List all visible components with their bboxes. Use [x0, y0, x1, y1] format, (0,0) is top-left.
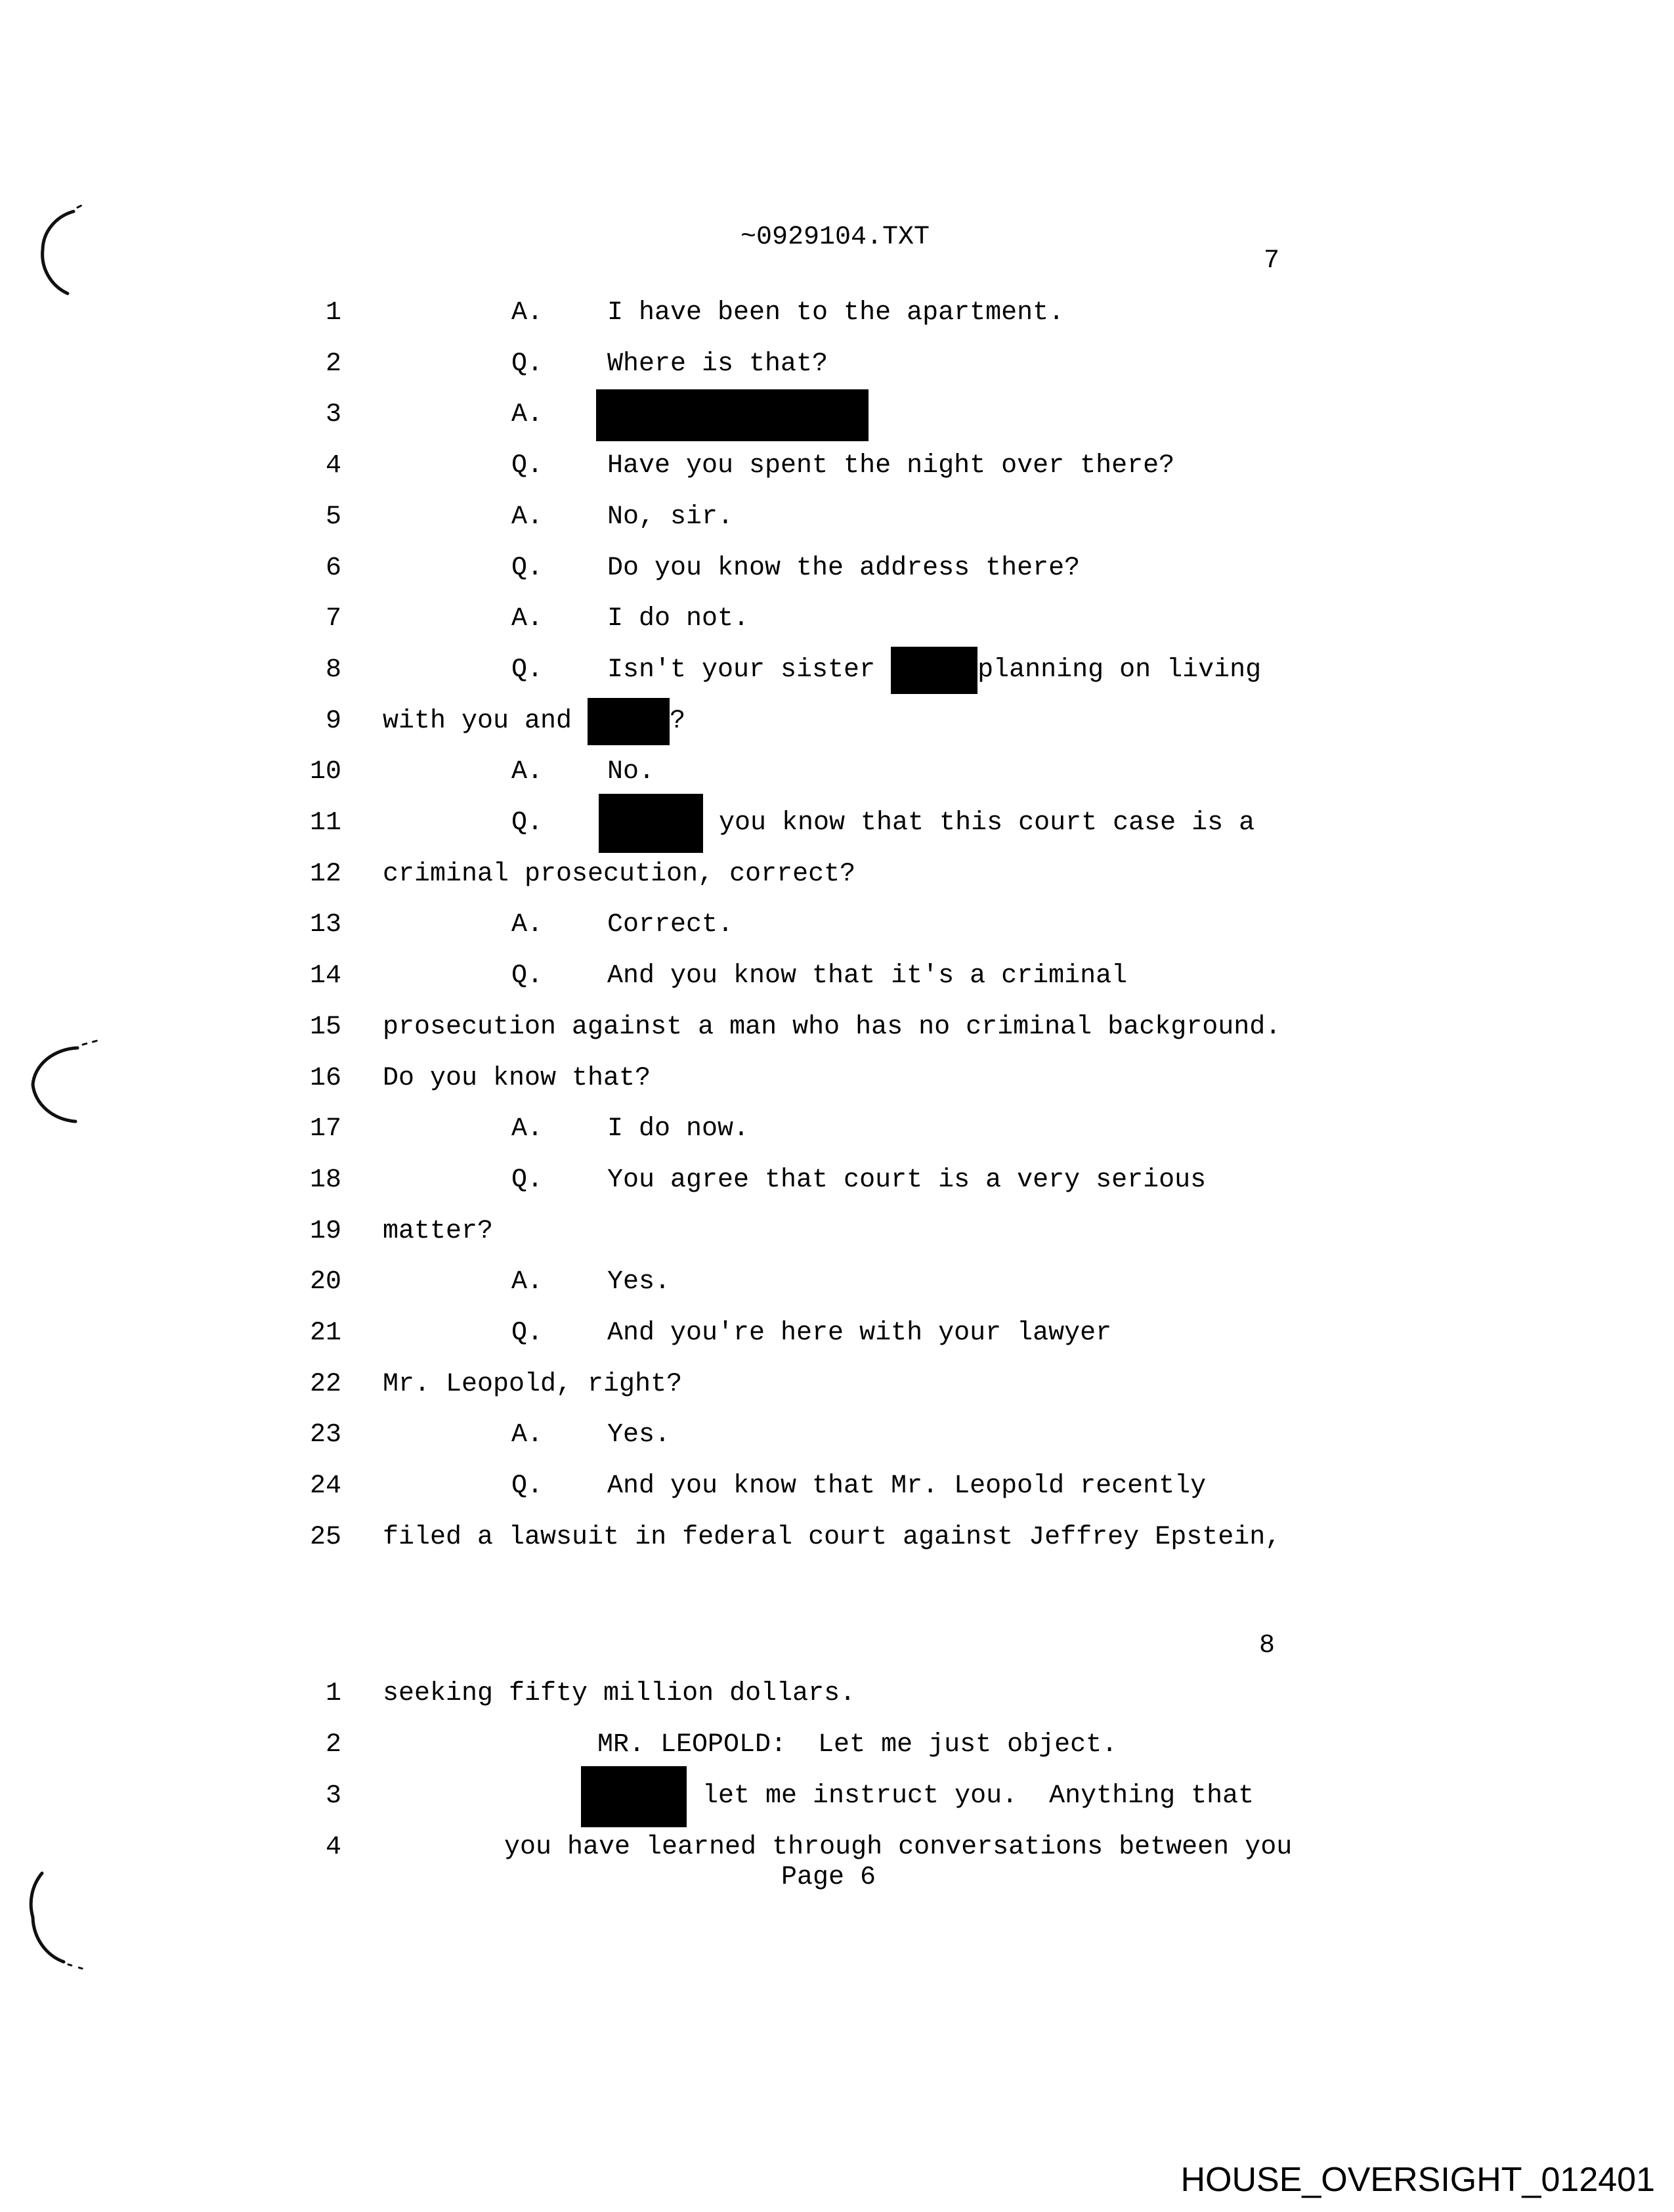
transcript-line-page7-16	[0, 1063, 1674, 1095]
line-content	[607, 909, 733, 941]
line-content	[383, 859, 855, 890]
answer-label: A.	[511, 604, 544, 634]
line-number: 24	[309, 1471, 341, 1502]
question-label: Q.	[511, 1471, 544, 1502]
line-number: 4	[325, 451, 341, 481]
line-content	[607, 1165, 1206, 1196]
line-number: 19	[309, 1216, 341, 1246]
text-segment: with you and	[383, 706, 588, 736]
line-content	[607, 756, 655, 788]
text-segment: I do now.	[607, 1114, 750, 1144]
text-segment: matter?	[383, 1216, 494, 1246]
line-number: 2	[325, 1730, 341, 1760]
question-label: Q.	[511, 808, 544, 838]
question-label: Q.	[511, 1165, 544, 1195]
line-content	[607, 297, 1064, 329]
footer-page-label: Page 6	[781, 1863, 876, 1892]
line-number: 18	[309, 1165, 341, 1195]
text-segment: MR. LEOPOLD: Let me just object.	[597, 1730, 1118, 1760]
answer-label: A.	[511, 502, 544, 532]
redaction-bar	[599, 794, 703, 853]
transcript-line-page7-8	[0, 655, 1674, 686]
transcript-line-page7-14	[0, 961, 1674, 992]
transcript-line-page7-13	[0, 909, 1674, 941]
line-content	[383, 1369, 682, 1400]
transcript-line-page8-4	[0, 1832, 1674, 1863]
answer-label: A.	[511, 757, 544, 787]
answer-label: A.	[511, 1114, 544, 1144]
text-segment: Do you know the address there?	[607, 553, 1081, 583]
line-number: 1	[325, 298, 341, 328]
line-number: 21	[309, 1318, 341, 1348]
transcript-line-page7-4	[0, 450, 1674, 482]
answer-label: A.	[511, 400, 544, 430]
transcript-line-page7-9	[0, 706, 1674, 737]
redaction-bar	[891, 647, 977, 694]
line-number: 7	[325, 604, 341, 634]
line-content	[383, 1216, 493, 1247]
binder-mark-bottom-dash	[68, 1964, 84, 1969]
text-segment: I have been to the apartment.	[607, 298, 1065, 328]
line-content	[596, 399, 869, 431]
line-content	[607, 1114, 749, 1145]
line-content	[607, 349, 828, 380]
line-number: 15	[309, 1012, 341, 1042]
line-number: 6	[325, 553, 341, 583]
text-segment: you have learned through conversations between you	[504, 1832, 1293, 1862]
transcript-line-page7-25	[0, 1522, 1674, 1553]
text-segment: Isn't your sister	[607, 655, 891, 685]
page-number-7: 7	[1264, 246, 1280, 276]
transcript-line-page7-22	[0, 1369, 1674, 1400]
line-content	[597, 1729, 1117, 1761]
transcript-line-page7-17	[0, 1114, 1674, 1145]
line-content	[383, 706, 685, 737]
line-number: 8	[325, 655, 341, 685]
line-number: 4	[325, 1832, 341, 1862]
question-label: Q.	[511, 1318, 544, 1348]
line-number: 3	[325, 1781, 341, 1811]
answer-label: A.	[511, 1420, 544, 1450]
text-segment: And you're here with your lawyer	[607, 1318, 1112, 1348]
text-segment: you know that this court case is a	[703, 808, 1255, 838]
line-content	[607, 655, 1261, 686]
redaction-bar	[596, 389, 869, 441]
line-number: 3	[325, 400, 341, 430]
line-content	[607, 603, 749, 635]
transcript-line-page7-10	[0, 756, 1674, 788]
text-segment: Yes.	[607, 1420, 671, 1450]
text-segment: Where is that?	[607, 349, 828, 379]
transcript-line-page8-2	[0, 1729, 1674, 1761]
line-number: 16	[309, 1063, 341, 1093]
text-segment: And you know that it's a criminal	[607, 961, 1128, 991]
transcript-line-page7-7	[0, 603, 1674, 635]
transcript-line-page7-2	[0, 349, 1674, 380]
transcript-line-page7-15	[0, 1012, 1674, 1043]
binder-mark-top	[43, 211, 74, 293]
line-content	[383, 1678, 855, 1710]
text-segment: prosecution against a man who has no criminal background.	[383, 1012, 1281, 1042]
text-segment: Correct.	[607, 910, 734, 940]
text-segment: planning on living	[977, 655, 1262, 685]
transcript-line-page7-3	[0, 399, 1674, 431]
line-number: 12	[309, 859, 341, 889]
transcript-line-page7-19	[0, 1216, 1674, 1247]
line-content	[607, 961, 1127, 992]
text-segment: let me instruct you. Anything that	[687, 1781, 1255, 1811]
line-content	[581, 1781, 1254, 1812]
text-segment: Have you spent the night over there?	[607, 451, 1175, 481]
question-label: Q.	[511, 553, 544, 583]
transcript-line-page7-11	[0, 808, 1674, 839]
line-number: 2	[325, 349, 341, 379]
page-number-8: 8	[1259, 1631, 1276, 1660]
line-number: 10	[309, 757, 341, 787]
line-content	[607, 502, 733, 533]
line-number: 9	[325, 706, 341, 736]
redaction-bar	[581, 1766, 687, 1827]
transcript-line-page7-12	[0, 859, 1674, 890]
answer-label: A.	[511, 298, 544, 328]
text-segment: filed a lawsuit in federal court against Jeffrey Epstein,	[383, 1522, 1281, 1552]
line-content	[607, 1420, 670, 1451]
binder-mark-top-dash	[77, 203, 87, 207]
transcript-line-page7-24	[0, 1471, 1674, 1502]
transcript-line-page7-23	[0, 1420, 1674, 1451]
line-number: 25	[309, 1522, 341, 1552]
transcript-line-page7-20	[0, 1267, 1674, 1298]
bates-number: HOUSE_OVERSIGHT_012401	[1180, 2161, 1655, 2199]
question-label: Q.	[511, 655, 544, 685]
transcript-line-page8-1	[0, 1678, 1674, 1710]
document-filename: ~0929104.TXT	[740, 223, 930, 252]
line-number: 5	[325, 502, 341, 532]
redaction-bar	[588, 698, 670, 745]
line-content	[504, 1832, 1292, 1863]
transcript-line-page7-6	[0, 553, 1674, 584]
line-content	[607, 1318, 1111, 1349]
question-label: Q.	[511, 961, 544, 991]
question-label: Q.	[511, 451, 544, 481]
line-number: 14	[309, 961, 341, 991]
text-segment: ?	[670, 706, 686, 736]
transcript-line-page7-21	[0, 1318, 1674, 1349]
question-label: Q.	[511, 349, 544, 379]
line-number: 13	[309, 910, 341, 940]
text-segment: I do not.	[607, 604, 750, 634]
transcript-line-page7-1	[0, 297, 1674, 329]
line-content	[599, 808, 1255, 839]
binder-mark-bottom	[31, 1873, 64, 1962]
answer-label: A.	[511, 910, 544, 940]
line-content	[383, 1522, 1281, 1553]
line-number: 11	[309, 808, 341, 838]
line-content	[607, 1267, 670, 1298]
text-segment: seeking fifty million dollars.	[383, 1679, 856, 1708]
text-segment: No, sir.	[607, 502, 734, 532]
line-number: 1	[325, 1679, 341, 1708]
answer-label: A.	[511, 1267, 544, 1297]
text-segment: criminal prosecution, correct?	[383, 859, 856, 889]
text-segment: Mr. Leopold, right?	[383, 1369, 683, 1399]
transcript-line-page7-18	[0, 1165, 1674, 1196]
line-number: 17	[309, 1114, 341, 1144]
line-content	[607, 1471, 1206, 1502]
transcript-line-page7-5	[0, 502, 1674, 533]
line-content	[383, 1012, 1281, 1043]
line-content	[383, 1063, 651, 1095]
transcript-line-page8-3	[0, 1781, 1674, 1812]
line-number: 23	[309, 1420, 341, 1450]
text-segment: Do you know that?	[383, 1063, 651, 1093]
text-segment: You agree that court is a very serious	[607, 1165, 1207, 1195]
line-content	[607, 450, 1174, 482]
line-number: 20	[309, 1267, 341, 1297]
text-segment: No.	[607, 757, 655, 787]
line-content	[607, 553, 1080, 584]
text-segment: Yes.	[607, 1267, 671, 1297]
line-number: 22	[309, 1369, 341, 1399]
text-segment: And you know that Mr. Leopold recently	[607, 1471, 1207, 1502]
